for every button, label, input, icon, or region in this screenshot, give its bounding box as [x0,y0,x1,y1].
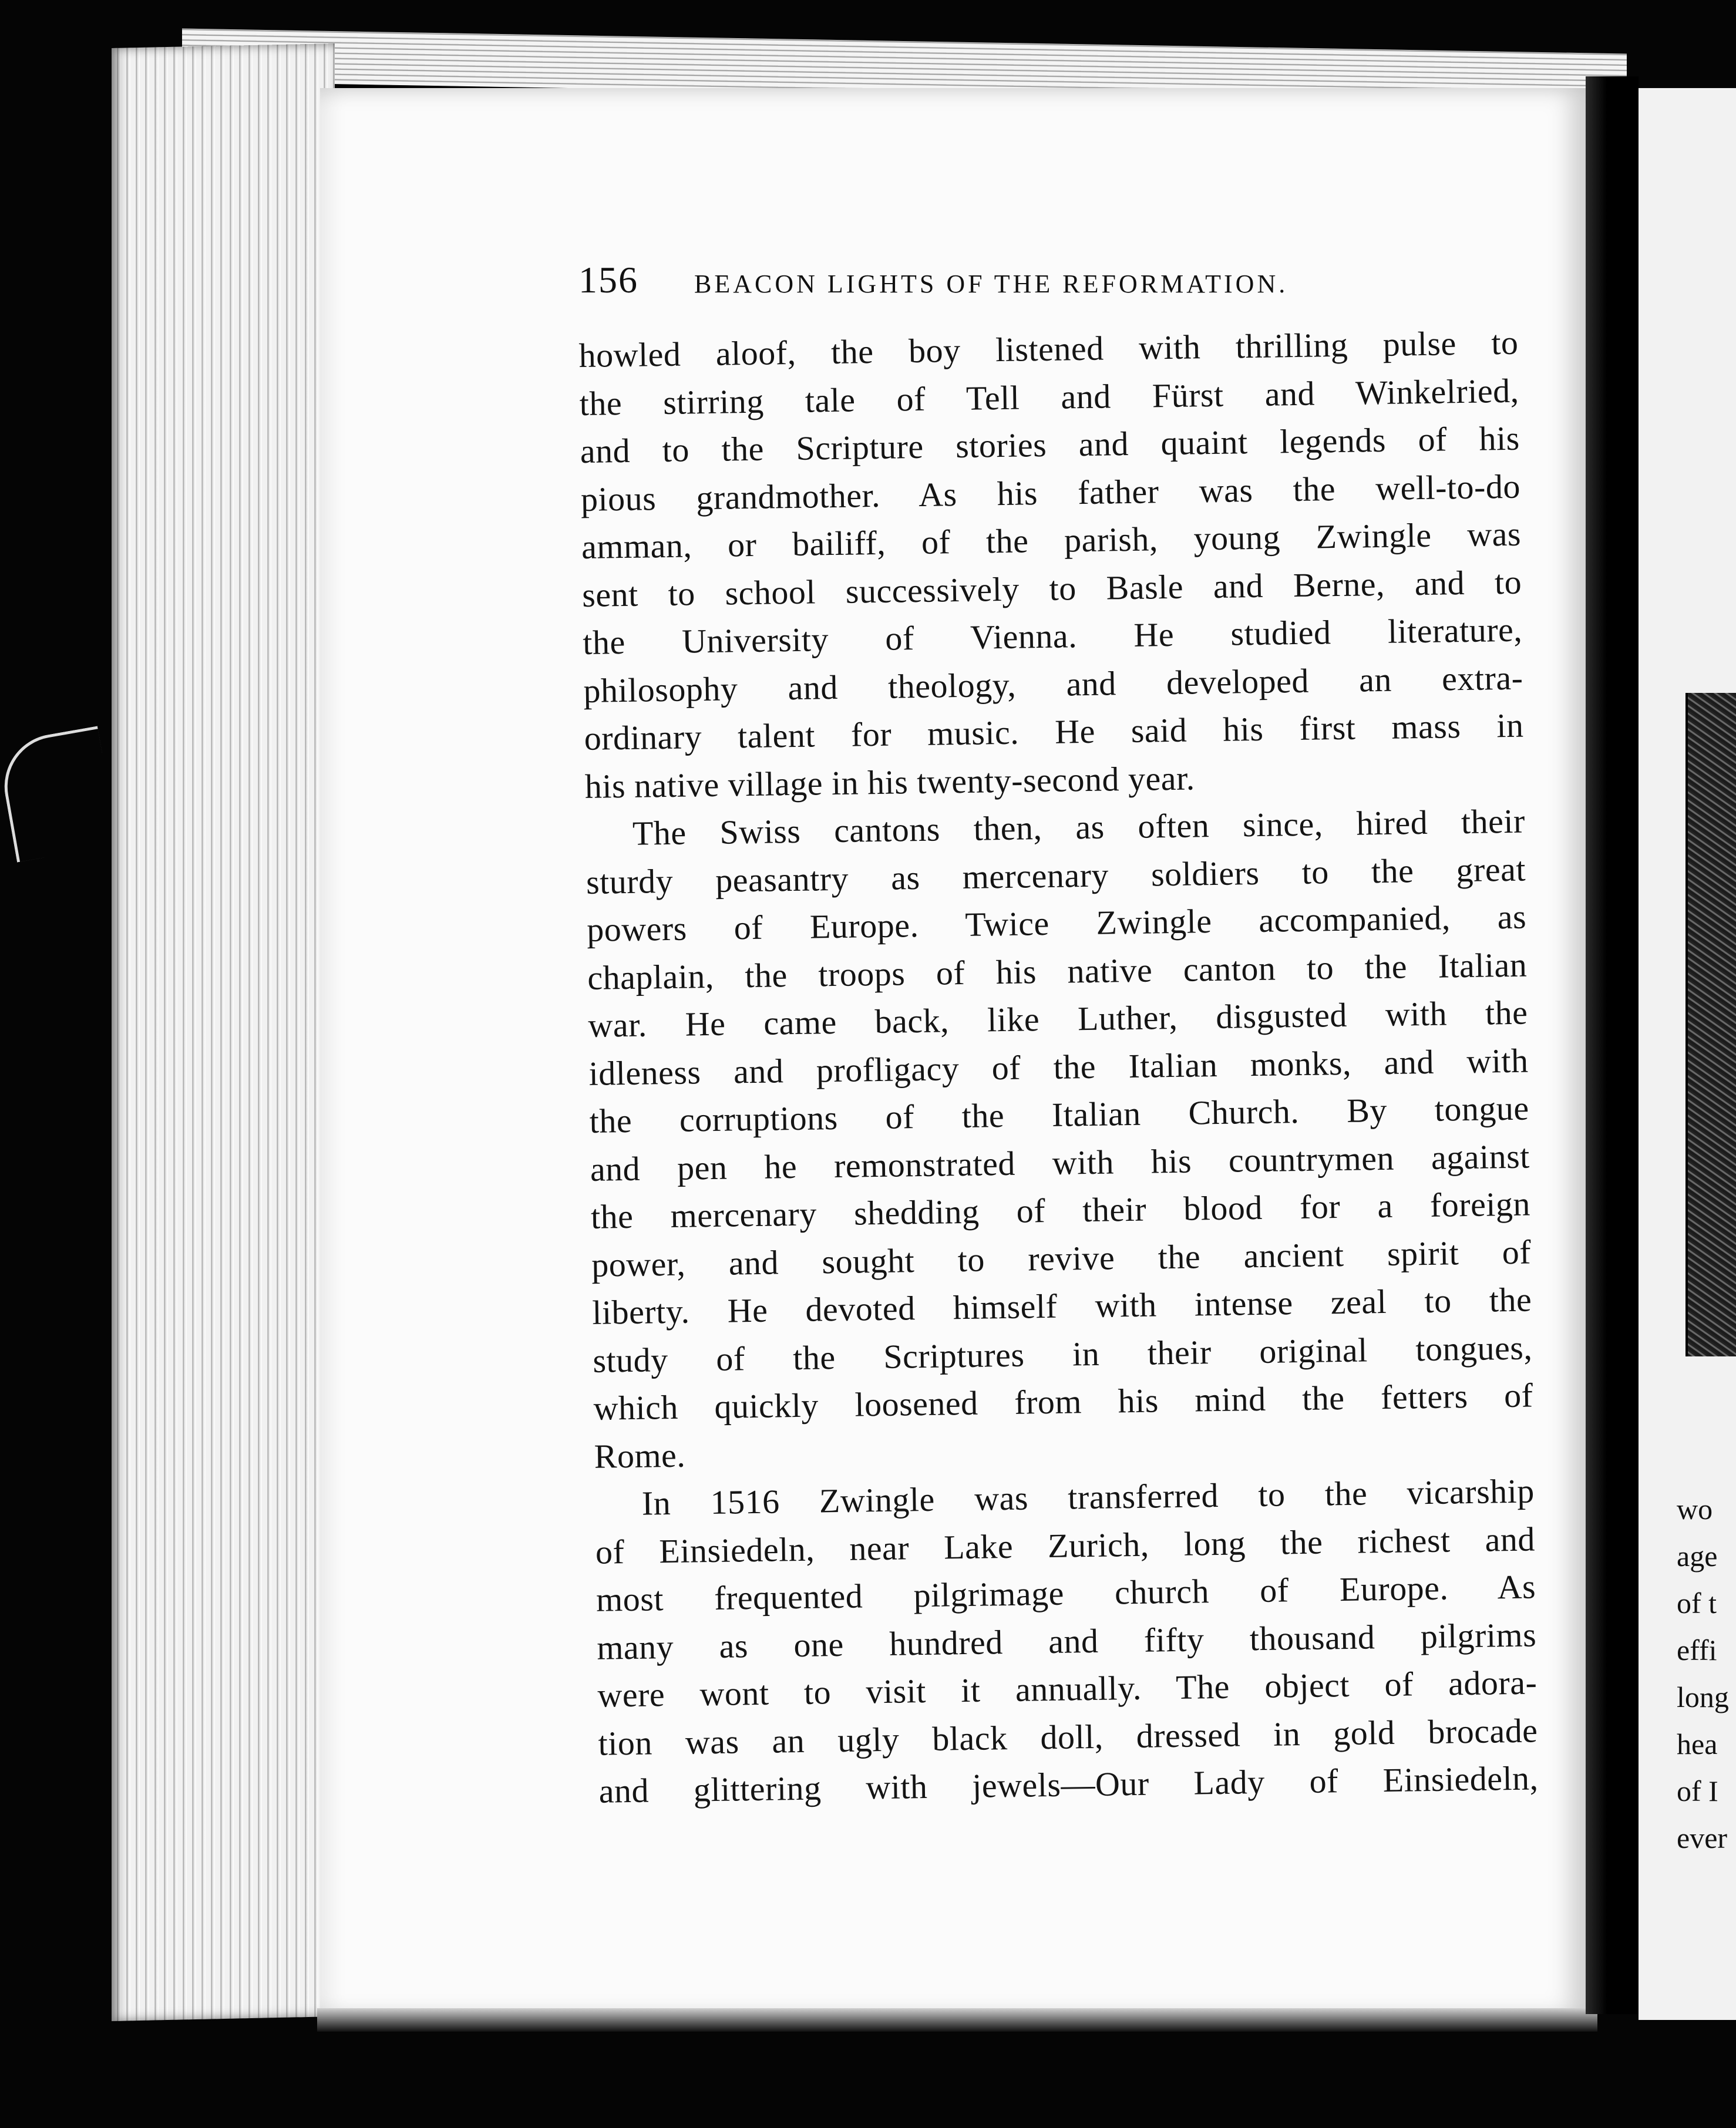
facing-page-fragment: age [1677,1540,1718,1573]
book-fore-edge [112,43,335,2021]
text-line: idleness and profligacy of the Italian monks, and with [588,1041,1529,1093]
text-line: many as one hundred and fifty thousand pilgrims [596,1615,1537,1667]
text-line: most frequented pilgrimage church of Europe. As [596,1567,1536,1619]
facing-page-fragment: long [1677,1681,1729,1713]
text-line: the stirring tale of Tell and Fürst and Winkelried, [579,371,1520,423]
text-line: chaplain, the troops of his native canton to the Italian [587,945,1528,997]
text-line: the corruptions of the Italian Church. By tongue [589,1089,1530,1140]
page-header [578,258,1365,311]
text-line: which quickly loosened from his mind the fetters of [593,1376,1533,1427]
facing-page-fragment: of I [1677,1775,1718,1807]
text-line: tion was an ugly black doll, dressed in gold brocade [598,1711,1538,1763]
page-bottom-edge [317,2008,1597,2032]
facing-page-fragment: wo [1677,1493,1713,1526]
text-line: and to the Scripture stories and quaint legends of his [580,419,1520,470]
text-line: his native village in his twenty-second year. [584,758,1196,806]
text-line: ordinary talent for music. He said his first mass in [584,706,1524,757]
text-line: powers of Europe. Twice Zwingle accompanied, as [586,897,1527,949]
text-line: and pen he remonstrated with his countrymen against [590,1137,1530,1188]
text-line: of Einsiedeln, near Lake Zurich, long the richest and [595,1519,1536,1571]
text-line: amman, or bailiff, of the parish, young Zwingle was [581,514,1522,566]
text-line: sturdy peasantry as mercenary soldiers to the great [586,850,1526,901]
text-line: howled aloof, the boy listened with thrilling pulse to [578,323,1519,375]
facing-page-fragment: of t [1677,1587,1717,1619]
text-line: liberty. He devoted himself with intense zeal to the [591,1280,1532,1332]
text-line: The Swiss cantons then, as often since, hired their [632,802,1526,853]
text-line: pious grandmother. As his father was the well-to-do [580,467,1521,518]
body-text [578,319,1539,1816]
text-line: the University of Vienna. He studied literature, [582,610,1523,662]
running-head: BEACON LIGHTS OF THE REFORMATION. [694,270,1288,298]
text-line: study of the Scriptures in their original tongues, [593,1328,1533,1380]
facing-page-fragment: effi [1677,1634,1717,1666]
page-number: 156 [578,259,638,301]
text-line: power, and sought to revive the ancient spirit of [591,1233,1532,1284]
text-line: were wont to visit it annually. The object of adora- [597,1663,1537,1715]
text-line: Rome. [594,1436,686,1476]
text-line: sent to school successively to Basle and Berne, and to [581,563,1522,614]
facing-page-illustration [1685,693,1736,1356]
text-line: the mercenary shedding of their blood for a foreign [590,1184,1531,1236]
book-gutter [1586,76,1639,2014]
text-line: philosophy and theology, and developed an extra- [583,658,1523,710]
stray-thread [0,726,118,862]
text-line: war. He came back, like Luther, disgusted with the [588,993,1528,1045]
facing-page-fragment: ever [1677,1821,1728,1854]
facing-page-fragment: hea [1677,1728,1718,1760]
text-line: In 1516 Zwingle was transferred to the vicarship [641,1472,1535,1523]
text-line: and glittering with jewels—Our Lady of Einsiedeln, [598,1759,1539,1810]
